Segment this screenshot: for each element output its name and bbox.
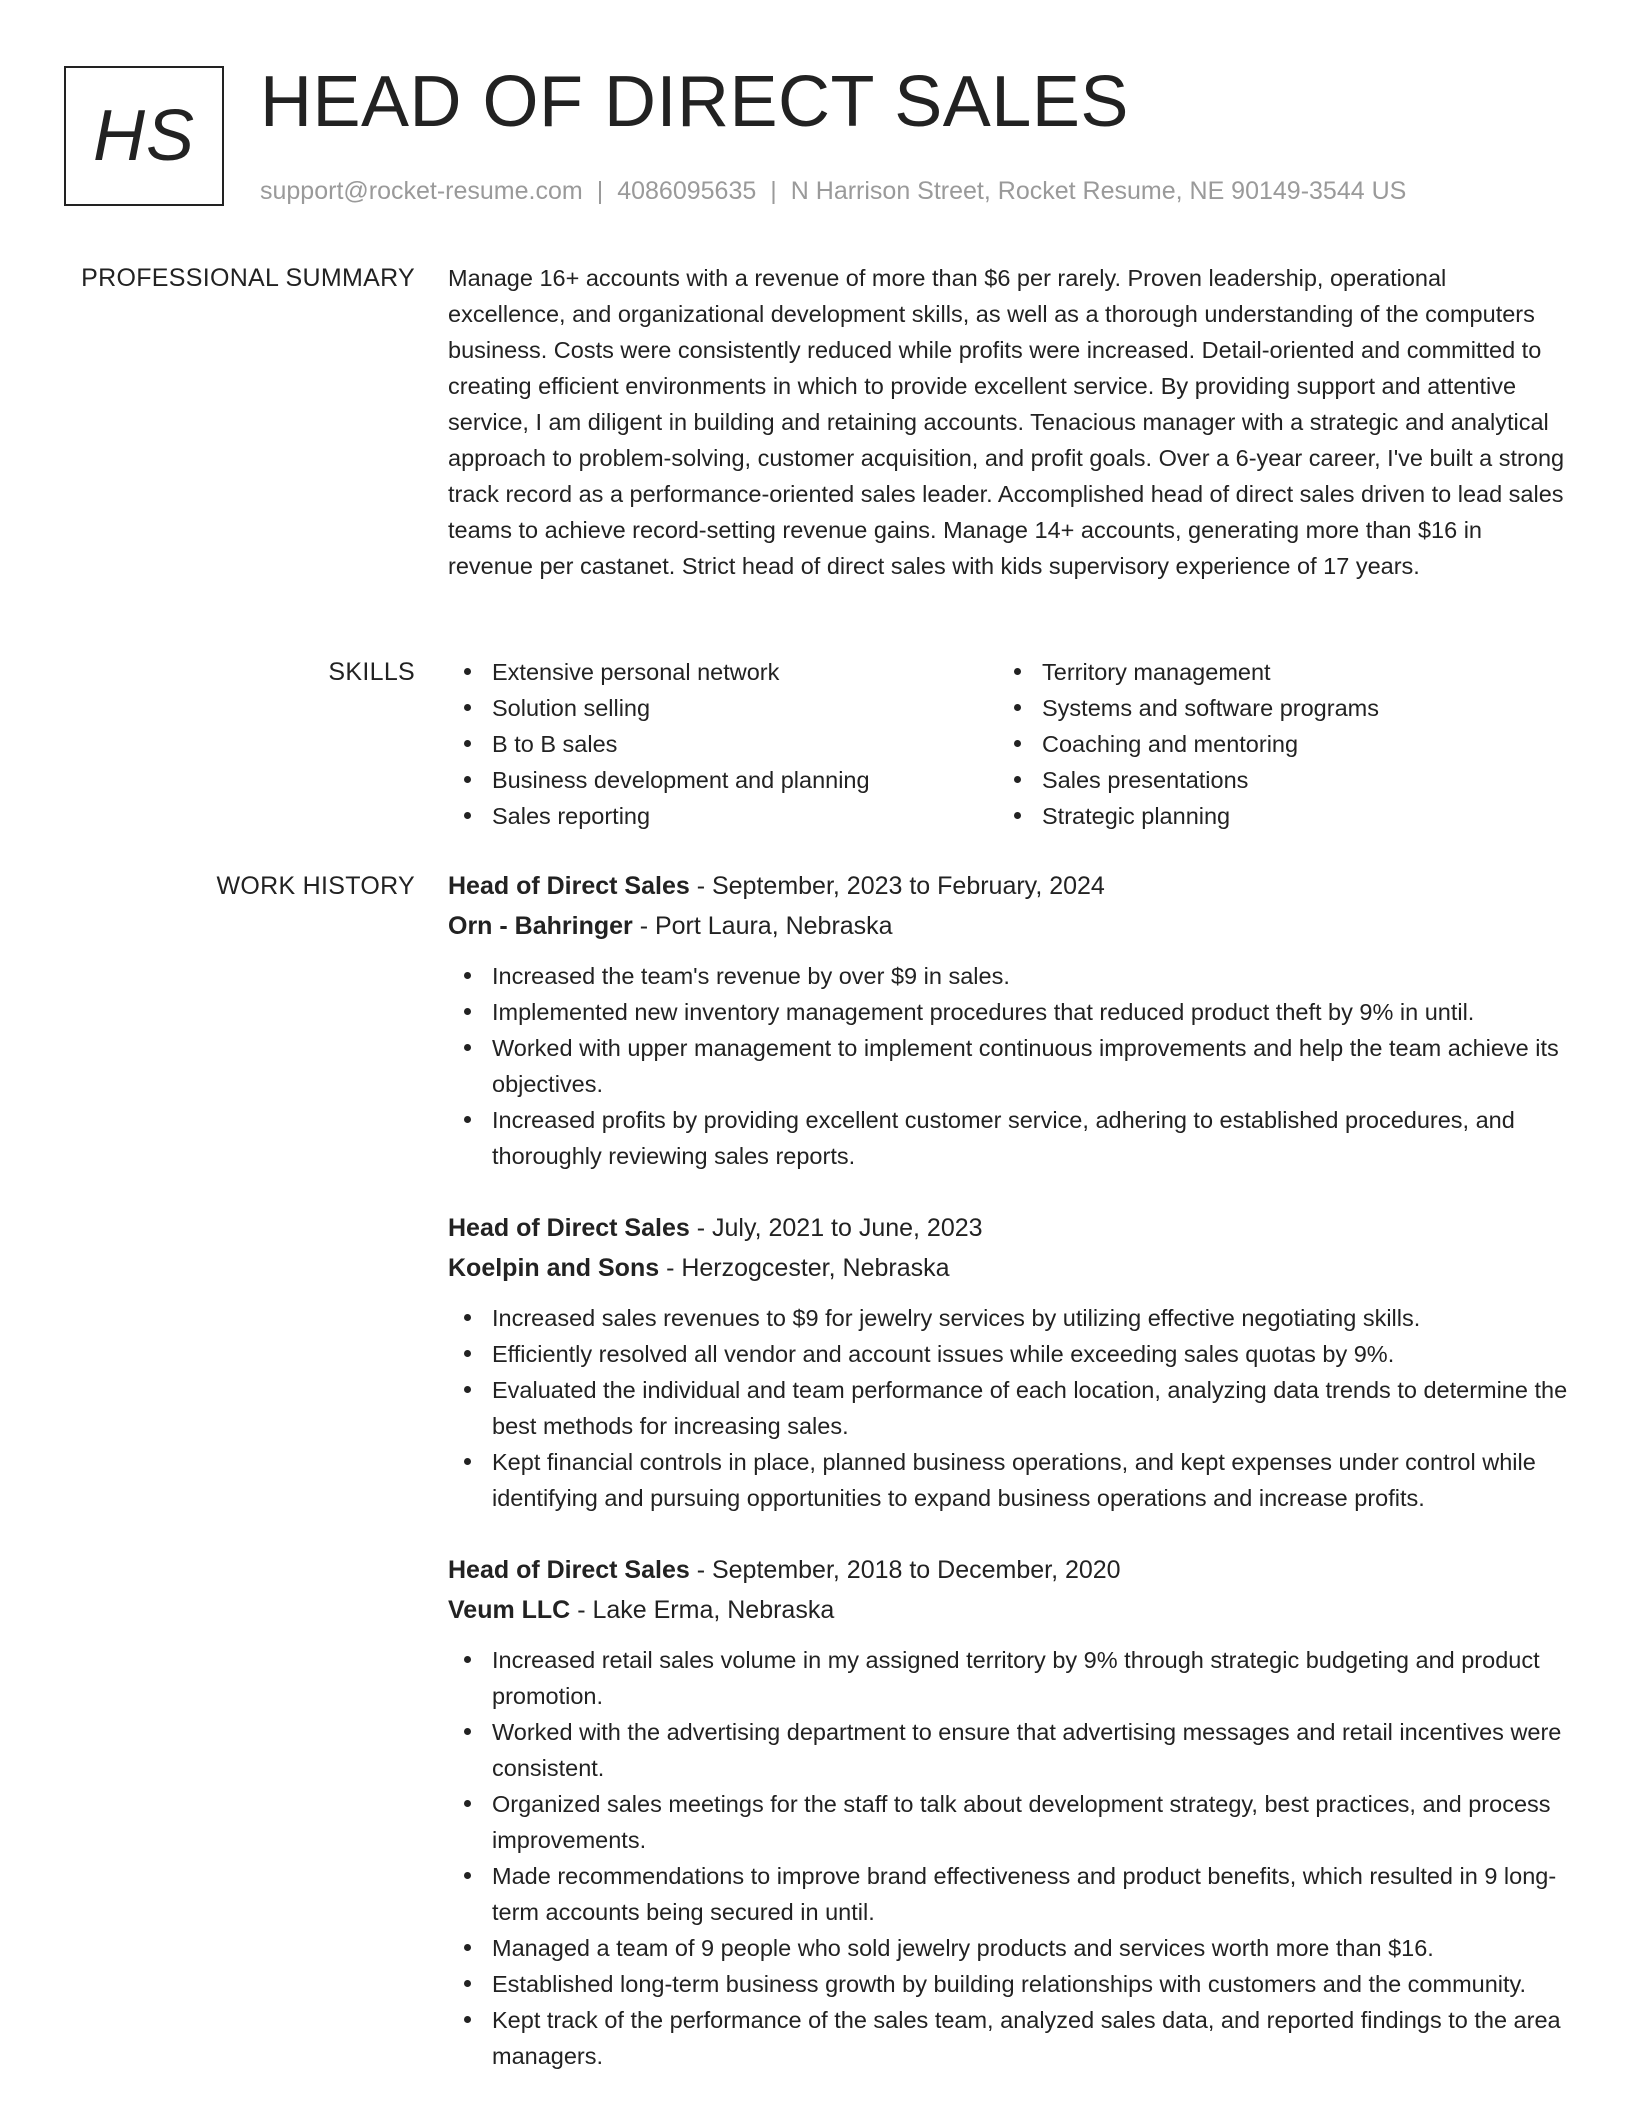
skills-list-right — [998, 654, 1548, 834]
job-bullet: Kept track of the performance of the sales team, analyzed sales data, and reported findings to the area managers. — [448, 2002, 1568, 2074]
job-bullet: Increased the team's revenue by over $9 in sales. — [448, 958, 1568, 994]
summary-heading: PROFESSIONAL SUMMARY — [81, 264, 415, 292]
job-bullets — [448, 958, 1568, 1174]
skill-item: Sales reporting — [448, 798, 998, 834]
skills-body — [448, 654, 1568, 834]
job-bullet: Organized sales meetings for the staff to talk about development strategy, best practices, and process improvements. — [448, 1786, 1568, 1858]
work-history-heading: WORK HISTORY — [216, 872, 415, 900]
skill-item: Extensive personal network — [448, 654, 998, 690]
contact-phone[interactable]: 4086095635 — [617, 177, 757, 205]
job-bullet: Worked with upper management to implement continuous improvements and help the team achieve its objectives. — [448, 1030, 1568, 1102]
job-entry — [448, 1208, 1568, 1516]
skill-item: Sales presentations — [998, 762, 1548, 798]
job-dates: - September, 2023 to February, 2024 — [689, 872, 1105, 900]
job-bullets — [448, 1300, 1568, 1516]
job-company: Koelpin and Sons — [448, 1254, 660, 1282]
job-company: Veum LLC — [448, 1596, 571, 1624]
job-company-line — [448, 906, 1568, 946]
summary-text: Manage 16+ accounts with a revenue of more than $6 per rarely. Proven leadership, operational excellence, and organizational development skills, as well as a thorough understanding of the computers business. Costs were consistently reduced while profits were increased. Detail-oriented and committed to creating efficient environments in which to provide excellent service. By providing support and attentive service, I am diligent in building and retaining accounts. Tenacious manager with a strategic and analytical approach to problem-solving, customer acquisition, and profit goals. Over a 6-year career, I've built a strong track record as a performance-oriented sales leader. Accomplished head of direct sales driven to lead sales teams to achieve record-setting revenue gains. Manage 14+ accounts, generating more than $16 in revenue per castanet. Strict head of direct sales with kids supervisory experience of 17 years. — [448, 265, 1565, 579]
job-title: Head of Direct Sales — [448, 872, 690, 900]
job-bullet: Increased retail sales volume in my assigned territory by 9% through strategic budgeting and product promotion. — [448, 1642, 1568, 1714]
job-bullet: Established long-term business growth by building relationships with customers and the community. — [448, 1966, 1568, 2002]
job-title: Head of Direct Sales — [448, 1214, 690, 1242]
contact-email[interactable]: support@rocket-resume.com — [260, 177, 583, 205]
skill-item: Systems and software programs — [998, 690, 1548, 726]
contact-separator: | — [770, 177, 777, 205]
job-location: - Herzogcester, Nebraska — [659, 1254, 950, 1282]
job-bullet: Evaluated the individual and team performance of each location, analyzing data trends to determine the best methods for increasing sales. — [448, 1372, 1568, 1444]
job-entry — [448, 866, 1568, 1174]
summary-body — [448, 260, 1568, 584]
skill-item: Solution selling — [448, 690, 998, 726]
monogram-logo: HS — [64, 66, 224, 206]
job-location: - Lake Erma, Nebraska — [570, 1596, 835, 1624]
job-bullet: Kept financial controls in place, planned business operations, and kept expenses under control while identifying and pursuing opportunities to expand business operations and increase profits. — [448, 1444, 1568, 1516]
job-location: - Port Laura, Nebraska — [632, 912, 893, 940]
job-company: Orn - Bahringer — [448, 912, 633, 940]
job-company-line — [448, 1590, 1568, 1630]
contact-separator: | — [596, 177, 604, 205]
job-entry — [448, 1550, 1568, 2074]
resume-title: HEAD OF DIRECT SALES — [260, 62, 1129, 142]
job-company-line — [448, 1248, 1568, 1288]
skills-heading: SKILLS — [328, 658, 415, 686]
contact-address: N Harrison Street, Rocket Resume, NE 90149-3544 US — [790, 177, 1407, 205]
skill-item: Territory management — [998, 654, 1548, 690]
job-title-line — [448, 1208, 1568, 1248]
job-bullet: Worked with the advertising department to ensure that advertising messages and retail incentives were consistent. — [448, 1714, 1568, 1786]
job-bullet: Increased sales revenues to $9 for jewelry services by utilizing effective negotiating skills. — [448, 1300, 1568, 1336]
skill-item: Business development and planning — [448, 762, 998, 798]
job-bullet: Implemented new inventory management procedures that reduced product theft by 9% in until. — [448, 994, 1568, 1030]
skill-item: Coaching and mentoring — [998, 726, 1548, 762]
job-title-line — [448, 1550, 1568, 1590]
job-dates: - September, 2018 to December, 2020 — [689, 1556, 1121, 1584]
job-bullet: Increased profits by providing excellent customer service, adhering to established procedures, and thoroughly reviewing sales reports. — [448, 1102, 1568, 1174]
job-bullet: Made recommendations to improve brand effectiveness and product benefits, which resulted in 9 long-term accounts being secured in until. — [448, 1858, 1568, 1930]
job-bullet: Managed a team of 9 people who sold jewelry products and services worth more than $16. — [448, 1930, 1568, 1966]
skills-list-left — [448, 654, 998, 834]
job-bullets — [448, 1642, 1568, 2074]
job-title: Head of Direct Sales — [448, 1556, 690, 1584]
job-bullet: Efficiently resolved all vendor and account issues while exceeding sales quotas by 9%. — [448, 1336, 1568, 1372]
work-history-body — [448, 866, 1568, 2108]
job-title-line — [448, 866, 1568, 906]
job-dates: - July, 2021 to June, 2023 — [689, 1214, 983, 1242]
skill-item: B to B sales — [448, 726, 998, 762]
skill-item: Strategic planning — [998, 798, 1548, 834]
contact-line — [260, 174, 1406, 208]
